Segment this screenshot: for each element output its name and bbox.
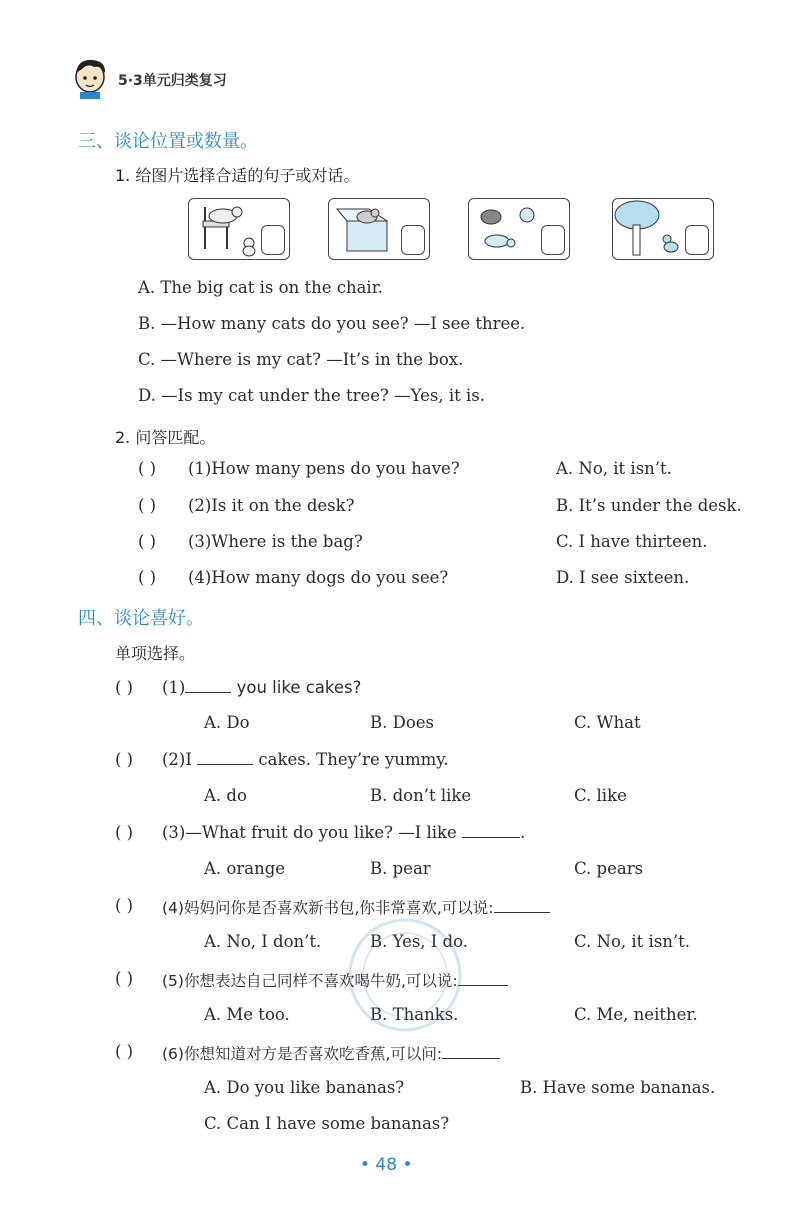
- picture-cat-in-box: [328, 198, 430, 260]
- q2-paren[interactable]: ( ): [138, 532, 157, 551]
- mc-choice: B. don’t like: [370, 786, 472, 805]
- mc-choice: B. pear: [370, 859, 431, 878]
- q2-paren[interactable]: ( ): [138, 496, 157, 515]
- answer-blank[interactable]: [442, 1058, 500, 1059]
- q2-paren[interactable]: ( ): [138, 568, 157, 587]
- page-number: • 48 •: [360, 1155, 413, 1175]
- answer-box[interactable]: [261, 225, 285, 255]
- mc-choice: A. orange: [204, 859, 286, 878]
- answer-box[interactable]: [541, 225, 565, 255]
- answer-blank[interactable]: [494, 912, 550, 913]
- mc-choice: A. No, I don’t.: [204, 932, 322, 951]
- mc-paren[interactable]: ( ): [115, 1042, 134, 1061]
- mc-choice: C. What: [574, 713, 641, 732]
- q1-option-c: C. —Where is my cat? —It’s in the box.: [138, 350, 464, 369]
- mc-paren[interactable]: ( ): [115, 678, 134, 697]
- q2-title: 2. 问答匹配。: [115, 428, 216, 447]
- mc-choice: C. Can I have some bananas?: [204, 1114, 450, 1133]
- mc-question-5: (5)你想表达自己同样不喜欢喝牛奶,可以说:: [162, 969, 508, 991]
- answer-blank[interactable]: [197, 764, 253, 765]
- q2-question: (2)Is it on the desk?: [188, 496, 355, 515]
- mc-choice: C. pears: [574, 859, 644, 878]
- mc-choice: C. No, it isn’t.: [574, 932, 691, 951]
- picture-three-cats: [468, 198, 570, 260]
- mc-paren[interactable]: ( ): [115, 896, 134, 915]
- section-4-subtitle: 单项选择。: [115, 644, 196, 663]
- watermark-stamp: [335, 905, 475, 1045]
- mc-paren[interactable]: ( ): [115, 969, 134, 988]
- mc-question-2: (2)I cakes. They’re yummy.: [162, 750, 449, 769]
- q2-answer: B. It’s under the desk.: [556, 496, 742, 515]
- q2-answer: C. I have thirteen.: [556, 532, 708, 551]
- mc-question-1: (1) you like cakes?: [162, 678, 362, 697]
- mc-question-4: (4)妈妈问你是否喜欢新书包,你非常喜欢,可以说:: [162, 896, 550, 918]
- mc-choice: B. Have some bananas.: [520, 1078, 716, 1097]
- mc-choice: B. Does: [370, 713, 435, 732]
- mc-paren[interactable]: ( ): [115, 750, 134, 769]
- section-3-title: 三、谈论位置或数量。: [78, 131, 258, 152]
- q1-option-b: B. —How many cats do you see? —I see three.: [138, 314, 526, 333]
- mc-question-3: (3)—What fruit do you like? —I like .: [162, 823, 526, 842]
- answer-box[interactable]: [685, 225, 709, 255]
- mc-choice: B. Thanks.: [370, 1005, 459, 1024]
- header-mascot-icon: [70, 55, 112, 103]
- header-title: 5·3单元归类复习: [118, 73, 227, 89]
- q2-question: (3)Where is the bag?: [188, 532, 363, 551]
- picture-cat-on-chair: [188, 198, 290, 260]
- section-4-title: 四、谈论喜好。: [78, 608, 204, 629]
- q2-question: (1)How many pens do you have?: [188, 459, 460, 478]
- q1-title: 1. 给图片选择合适的句子或对话。: [115, 166, 360, 185]
- answer-blank[interactable]: [185, 692, 231, 693]
- mc-choice: A. Do you like bananas?: [204, 1078, 405, 1097]
- mc-choice: A. Do: [204, 713, 250, 732]
- answer-box[interactable]: [401, 225, 425, 255]
- q2-paren[interactable]: ( ): [138, 459, 157, 478]
- q2-answer: A. No, it isn’t.: [556, 459, 672, 478]
- mc-choice: A. do: [204, 786, 247, 805]
- q2-answer: D. I see sixteen.: [556, 568, 690, 587]
- q1-option-d: D. —Is my cat under the tree? —Yes, it is.: [138, 386, 485, 405]
- mc-choice: B. Yes, I do.: [370, 932, 469, 951]
- mc-paren[interactable]: ( ): [115, 823, 134, 842]
- mc-question-6: (6)你想知道对方是否喜欢吃香蕉,可以问:: [162, 1042, 500, 1064]
- mc-choice: C. like: [574, 786, 627, 805]
- q1-option-a: A. The big cat is on the chair.: [138, 278, 384, 297]
- mc-choice: A. Me too.: [204, 1005, 290, 1024]
- q2-question: (4)How many dogs do you see?: [188, 568, 449, 587]
- answer-blank[interactable]: [462, 837, 520, 838]
- mc-choice: C. Me, neither.: [574, 1005, 698, 1024]
- picture-cat-under-tree: [612, 198, 714, 260]
